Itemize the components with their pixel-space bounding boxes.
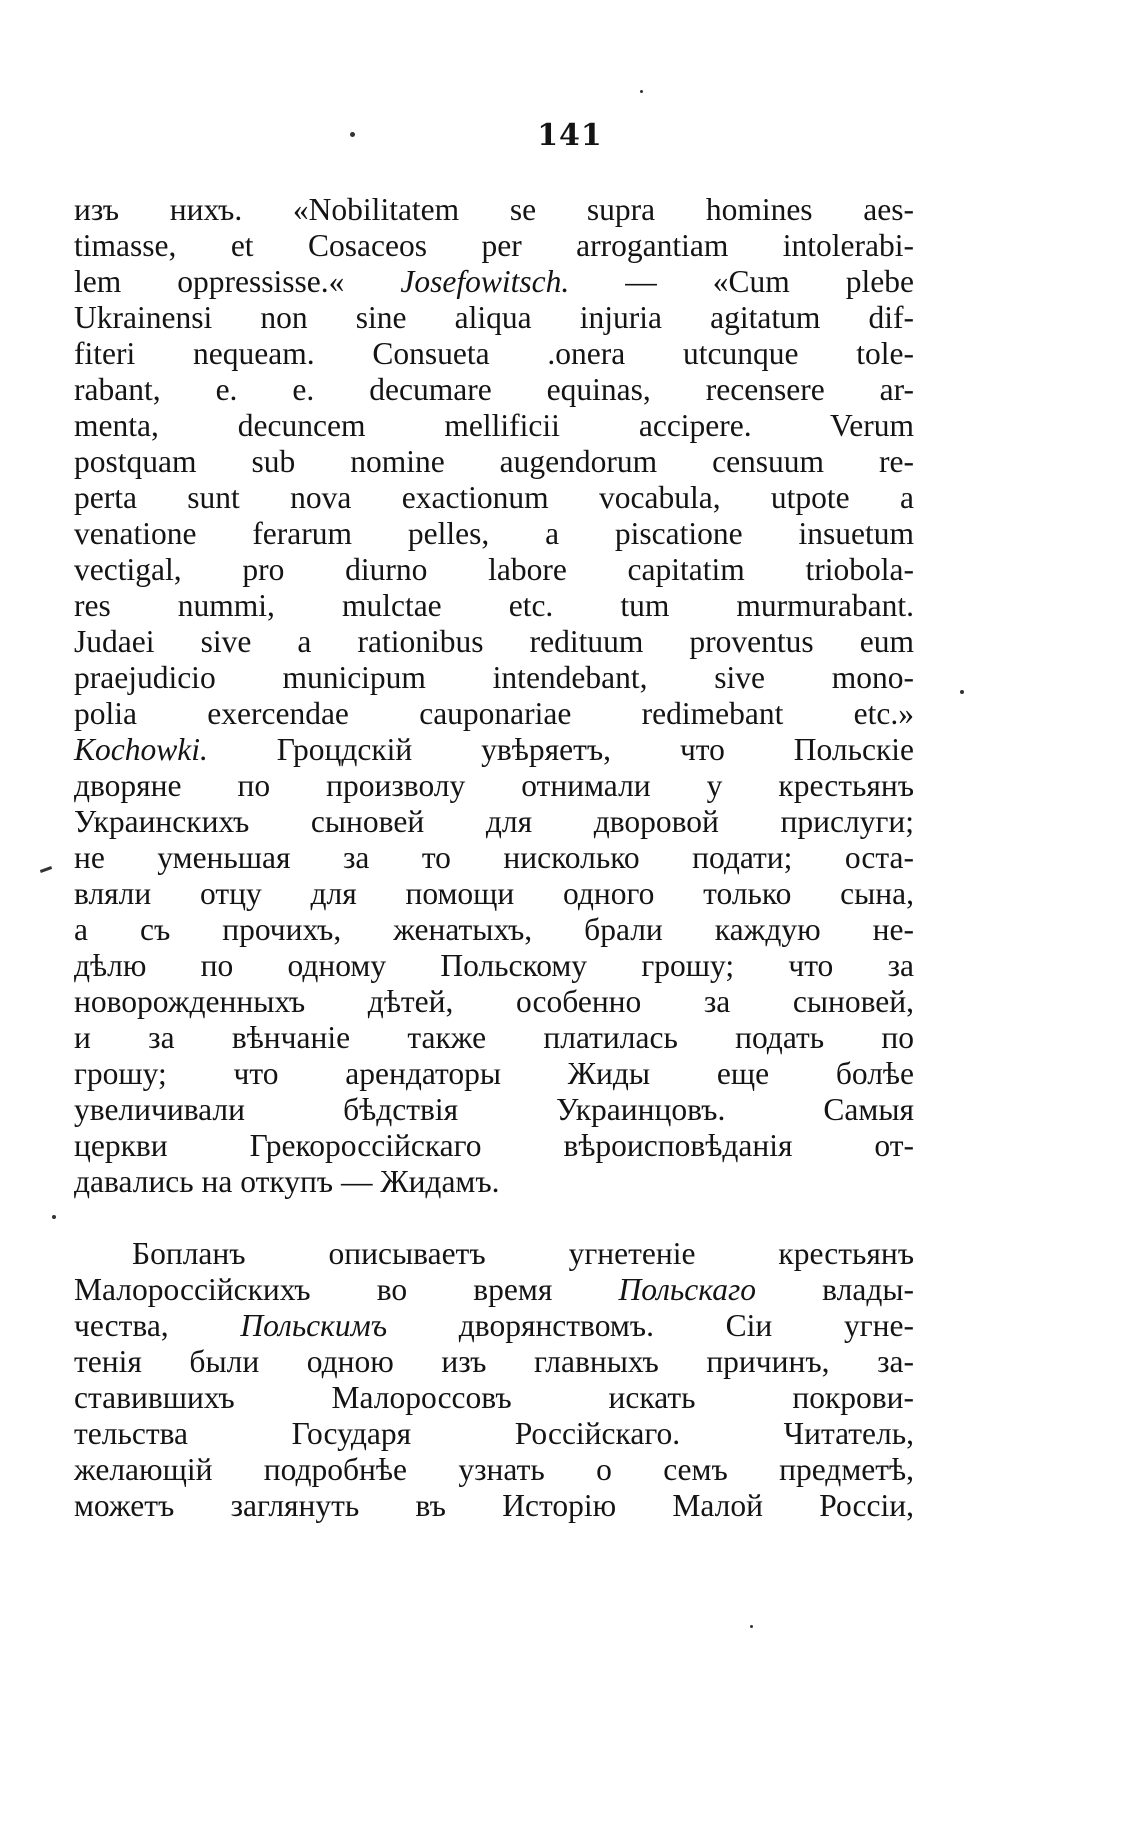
text-line: polia exercendae cauponariae redimebant etc.»: [74, 696, 914, 731]
text-line: venatione ferarum pelles, a piscatione insuetum: [74, 516, 914, 551]
text-line: timasse, et Cosaceos per arrogantiam intolerabi-: [74, 228, 914, 263]
paragraph-2: [74, 1236, 914, 1524]
text-line: чества, Польскимъ дворянствомъ. Сіи угне-: [74, 1308, 914, 1343]
text-line: а съ прочихъ, женатыхъ, брали каждую не-: [74, 912, 914, 947]
print-mark: [40, 866, 52, 873]
emphasis: Польскаго: [618, 1272, 756, 1307]
text-line: perta sunt nova exactionum vocabula, utpote a: [74, 480, 914, 515]
text-line: praejudicio municipum intendebant, sive mono-: [74, 660, 914, 695]
text-line: Judaei sive a rationibus redituum proventus eum: [74, 624, 914, 659]
page-number: 141: [537, 118, 603, 153]
text-line: menta, decuncem mellificii accipere. Verum: [74, 408, 914, 443]
author-citation: Kochowki.: [74, 732, 208, 767]
text-line: тенія были одною изъ главныхъ причинъ, за-: [74, 1344, 914, 1379]
author-citation: Josefowitsch.: [400, 264, 570, 299]
text-line: вляли отцу для помощи одного только сына,: [74, 876, 914, 911]
text-line: Kochowki. Гроцдскій увѣряетъ, что Польскіе: [74, 732, 914, 767]
text-line: можетъ заглянуть въ Исторію Малой Россіи,: [74, 1488, 914, 1523]
print-speck: [640, 90, 643, 93]
paragraph-1: [74, 192, 914, 1200]
print-speck: [750, 1625, 753, 1628]
text-line: Малороссійскихъ во время Польскаго влады-: [74, 1272, 914, 1307]
text-line: Ukrainensi non sine aliqua injuria agitatum dif-: [74, 300, 914, 335]
text-line: Украинскихъ сыновей для дворовой прислуги;: [74, 804, 914, 839]
text-line: новорожденныхъ дѣтей, особенно за сыновей,: [74, 984, 914, 1019]
emphasis: Польскимъ: [240, 1308, 388, 1343]
text-line: fiteri nequeam. Consueta .onera utcunque tole-: [74, 336, 914, 371]
print-speck: [350, 132, 355, 137]
text-line: не уменьшая за то нисколько подати; оста-: [74, 840, 914, 875]
text-line: lem oppressisse.« Josefowitsch. — «Cum plebe: [74, 264, 914, 299]
text-line: церкви Грекороссійскаго вѣроисповѣданія от-: [74, 1128, 914, 1163]
text-line: и за вѣнчаніе также платилась подать по: [74, 1020, 914, 1055]
text-line: изъ нихъ. «Nobilitatem se supra homines aes-: [74, 192, 914, 227]
print-speck: [960, 690, 964, 694]
text-line: дѣлю по одному Польскому грошу; что за: [74, 948, 914, 983]
text-line: Бопланъ описываетъ угнетеніе крестьянъ: [132, 1236, 914, 1271]
text-line: дворяне по произволу отнимали у крестьянъ: [74, 768, 914, 803]
text-line: желающій подробнѣе узнать о семъ предметѣ,: [74, 1452, 914, 1487]
text-line: res nummi, mulctae etc. tum murmurabant.: [74, 588, 914, 623]
text-line: увеличивали бѣдствія Украинцовъ. Самыя: [74, 1092, 914, 1127]
print-speck: [52, 1215, 56, 1219]
text-line: ставившихъ Малороссовъ искать покрови-: [74, 1380, 914, 1415]
text-line: vectigal, pro diurno labore capitatim triobola-: [74, 552, 914, 587]
text-line: грошу; что арендаторы Жиды еще болѣе: [74, 1056, 914, 1091]
text-line: postquam sub nomine augendorum censuum re-: [74, 444, 914, 479]
text-line: давались на откупъ — Жидамъ.: [74, 1164, 500, 1199]
text-line: rabant, e. e. decumare equinas, recensere ar-: [74, 372, 914, 407]
text-line: тельства Государя Россійскаго. Читатель,: [74, 1416, 914, 1451]
